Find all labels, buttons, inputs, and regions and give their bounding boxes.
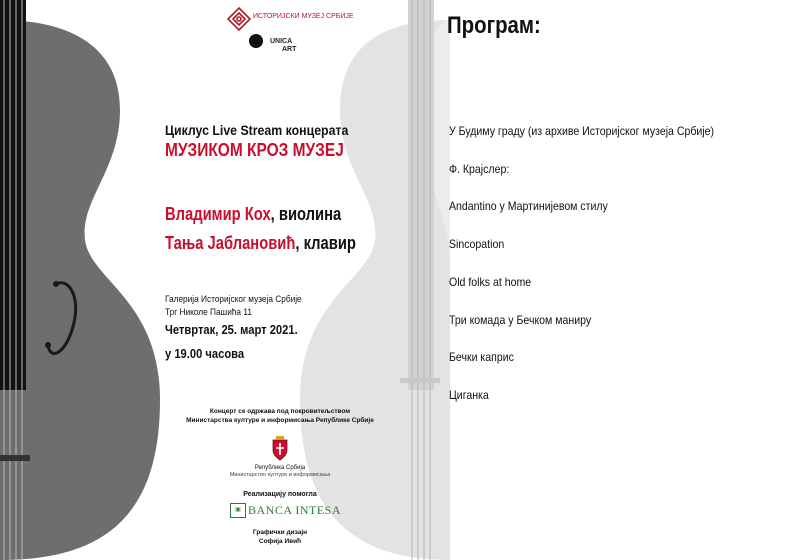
bank-logo-icon: ▣ — [230, 503, 246, 518]
program-item: Sincopation — [449, 237, 505, 251]
unica-line2: ART — [282, 46, 297, 53]
program-heading: Програм: — [447, 12, 541, 39]
ministry-line-1: Република Србија — [254, 465, 306, 471]
program-item: Бечки каприс — [449, 350, 514, 364]
sponsor-label: Реализацију помогла — [243, 491, 317, 498]
concert-date: Четвртак, 25. март 2021. — [165, 322, 298, 337]
program-item: Циганка — [449, 388, 489, 402]
unica-art-logo-icon — [249, 34, 263, 48]
program-item: Ф. Крајслер: — [449, 162, 510, 176]
performer-2-instrument: , клавир — [295, 233, 356, 253]
museum-name: ИСТОРИЈСКИ МУЗЕЈ СРБИЈЕ — [253, 13, 354, 20]
design-label: Графички дизајн — [252, 529, 308, 536]
cycle-title: Циклус Live Stream концерата — [165, 122, 349, 138]
concert-time: у 19.00 часова — [165, 346, 245, 361]
museum-logo-icon — [226, 6, 252, 32]
performer-1 — [165, 204, 380, 225]
concert-title: МУЗИКОМ КРОЗ МУЗЕЈ — [165, 140, 344, 160]
bank-name: BANCA INTESA — [248, 503, 342, 517]
support-line-1: Концерт се одржава под покровитељством — [209, 408, 351, 415]
unica-line1: UNICA — [270, 38, 293, 45]
venue-line-1: Галерија Историјског музеја Србије — [165, 294, 302, 304]
dark-violin-illustration — [0, 0, 160, 560]
performer-1-name: Владимир Кох — [165, 204, 271, 224]
program-item: Old folks at home — [449, 275, 532, 289]
support-line-2: Министарства културе и информисања Републике Србије — [186, 417, 374, 424]
performer-2 — [165, 233, 398, 254]
design-name: Софија Ивић — [258, 538, 302, 545]
program-item: У Будиму граду (из архиве Историјског музеја Србије) — [449, 124, 715, 138]
performer-2-name: Тања Јаблановић — [165, 233, 296, 253]
performer-1-instrument: , виолина — [270, 204, 342, 224]
program-item: Andantino у Мартинијевом стилу — [449, 199, 608, 213]
program-item: Три комада у Бечком маниру — [449, 313, 592, 327]
venue-line-2: Трг Николе Пашића 11 — [165, 307, 252, 317]
serbia-coat-of-arms-icon — [270, 436, 290, 462]
unica-art-name — [270, 38, 296, 54]
ministry-line-2: Министарство културе и информисања — [229, 472, 331, 478]
